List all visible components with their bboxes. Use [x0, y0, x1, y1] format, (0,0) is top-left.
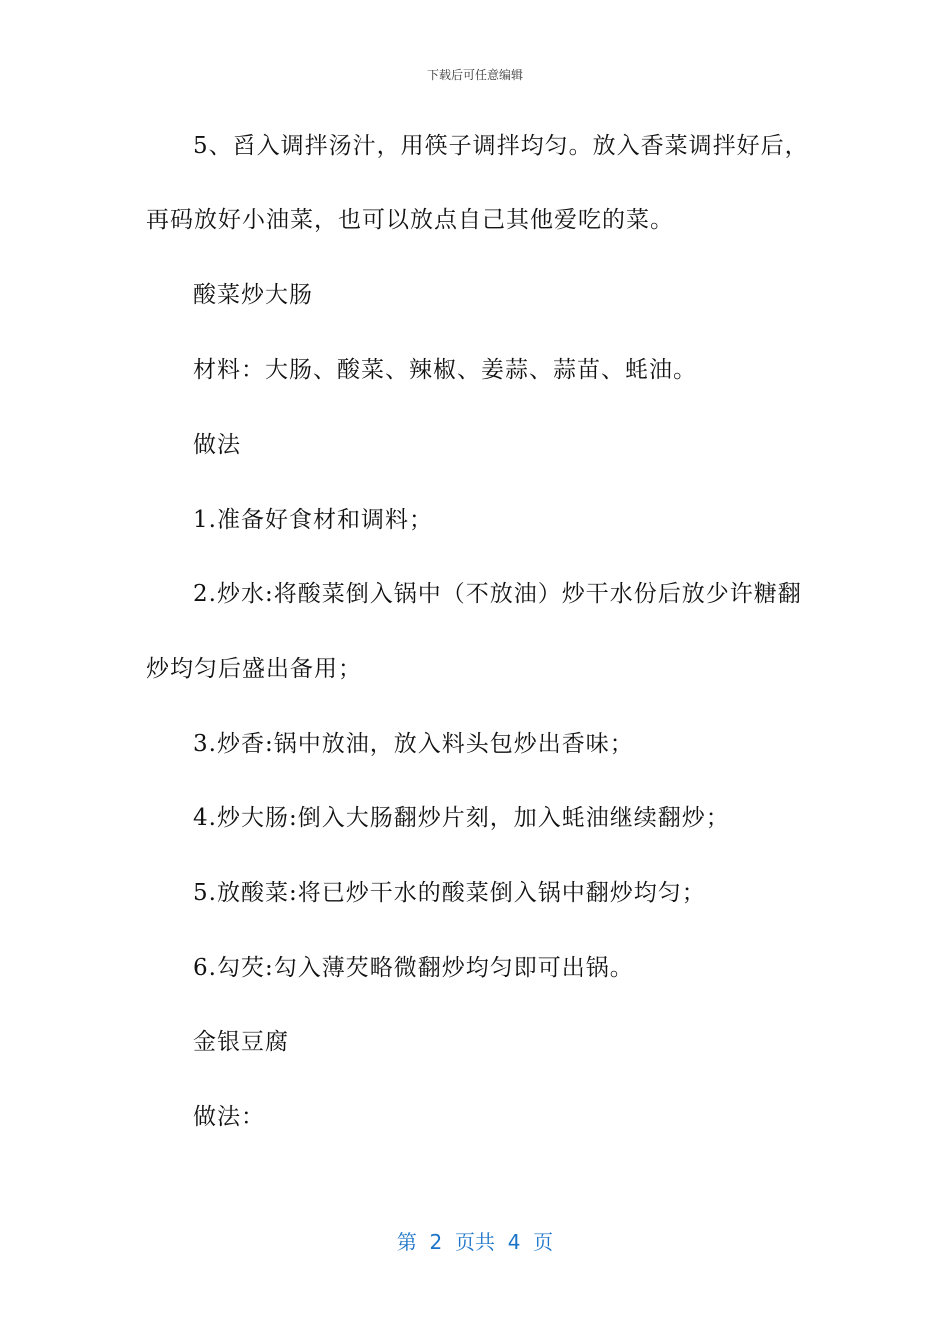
body-line-2: 再码放好小油菜，也可以放点自己其他爱吃的菜。 [146, 207, 674, 233]
body-line-1: 5、舀入调拌汤汁，用筷子调拌均匀。放入香菜调拌好后， [193, 133, 809, 159]
section-title-gold-silver-tofu: 金银豆腐 [193, 1029, 289, 1055]
page-header: 下载后可任意编辑 [426, 68, 523, 82]
method-heading-2: 做法： [193, 1104, 265, 1130]
step-5: 5.放酸菜:将已炒干水的酸菜倒入锅中翻炒均匀； [193, 880, 706, 906]
ingredients-line: 材料：大肠、酸菜、辣椒、姜蒜、蒜苗、蚝油。 [193, 357, 697, 383]
step-4: 4.炒大肠:倒入大肠翻炒片刻，加入蚝油继续翻炒； [193, 805, 730, 831]
step-6: 6.勾芡:勾入薄芡略微翻炒均匀即可出锅。 [193, 955, 634, 981]
step-3: 3.炒香:锅中放油，放入料头包炒出香味； [193, 731, 634, 757]
step-2: 2.炒水:将酸菜倒入锅中（不放油）炒干水份后放少许糖翻 [193, 581, 802, 607]
page-number: 第 2 页共 4 页 [396, 1230, 554, 1254]
method-heading: 做法 [193, 432, 241, 458]
step-2-continued: 炒均匀后盛出备用； [146, 656, 362, 682]
step-1: 1.准备好食材和调料； [193, 507, 433, 533]
section-title-sour-cabbage-intestines: 酸菜炒大肠 [193, 282, 313, 308]
